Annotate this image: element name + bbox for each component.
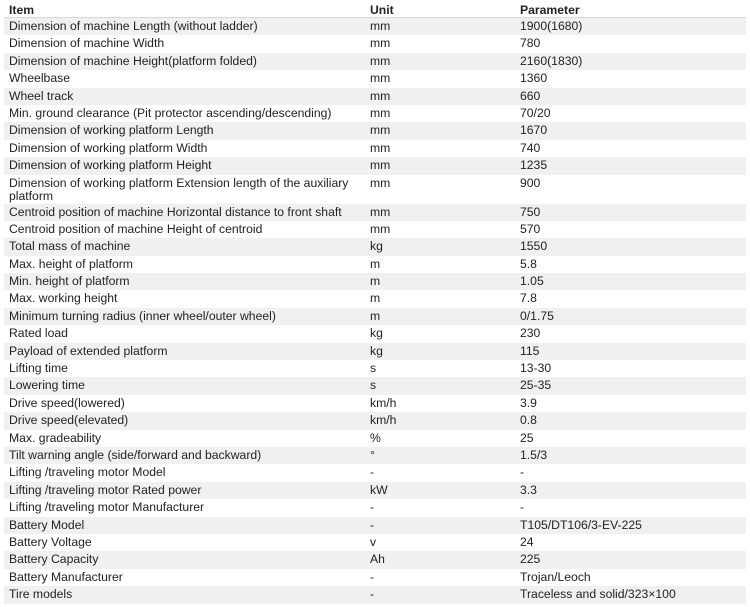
item-cell: Lifting /traveling motor Manufacturer — [4, 499, 365, 516]
table-row — [4, 157, 746, 174]
table-row — [4, 377, 746, 394]
item-cell: Min. height of platform — [4, 273, 365, 290]
header-unit: Unit — [365, 2, 515, 18]
unit-cell: v — [365, 534, 515, 551]
item-cell: Drive speed(lowered) — [4, 395, 365, 412]
unit-cell: mm — [365, 175, 515, 204]
unit-cell: mm — [365, 221, 515, 238]
table-row — [4, 88, 746, 105]
unit-cell: s — [365, 360, 515, 377]
unit-cell: mm — [365, 88, 515, 105]
item-cell: Tire models — [4, 586, 365, 603]
item-cell: Battery Capacity — [4, 551, 365, 568]
unit-cell: - — [365, 586, 515, 603]
item-cell: Tilt warning angle (side/forward and backward) — [4, 447, 365, 464]
parameter-cell: 0.8 — [515, 412, 746, 429]
table-row — [4, 140, 746, 157]
item-cell: Dimension of machine Height(platform folded) — [4, 53, 365, 70]
unit-cell: mm — [365, 157, 515, 174]
unit-cell: mm — [365, 18, 515, 36]
parameter-cell: 25 — [515, 430, 746, 447]
unit-cell: - — [365, 464, 515, 481]
parameter-cell: 24 — [515, 534, 746, 551]
parameter-cell: - — [515, 464, 746, 481]
table-row — [4, 290, 746, 307]
table-row — [4, 18, 746, 36]
item-cell: Payload of extended platform — [4, 343, 365, 360]
table-row — [4, 35, 746, 52]
item-cell: Battery Manufacturer — [4, 569, 365, 586]
table-row — [4, 221, 746, 238]
parameter-cell: Traceless and solid/323×100 — [515, 586, 746, 603]
item-cell: Wheelbase — [4, 70, 365, 87]
table-row — [4, 70, 746, 87]
unit-cell: m — [365, 290, 515, 307]
unit-cell: mm — [365, 35, 515, 52]
parameter-cell: 1235 — [515, 157, 746, 174]
parameter-cell: 115 — [515, 343, 746, 360]
header-item: Item — [4, 2, 365, 18]
table-row — [4, 343, 746, 360]
item-cell: Dimension of machine Width — [4, 35, 365, 52]
item-cell: Total mass of machine — [4, 238, 365, 255]
parameter-cell: 900 — [515, 175, 746, 204]
table-row — [4, 430, 746, 447]
item-cell: Drive speed(elevated) — [4, 412, 365, 429]
unit-cell: s — [365, 377, 515, 394]
table-body — [4, 18, 746, 604]
unit-cell: kg — [365, 238, 515, 255]
item-cell: Dimension of working platform Length — [4, 122, 365, 139]
parameter-cell: 660 — [515, 88, 746, 105]
unit-cell: - — [365, 499, 515, 516]
parameter-cell: 1670 — [515, 122, 746, 139]
parameter-cell: 1.05 — [515, 273, 746, 290]
parameter-cell: 1.5/3 — [515, 447, 746, 464]
unit-cell: Ah — [365, 551, 515, 568]
parameter-cell: 1900(1680) — [515, 18, 746, 36]
table-row — [4, 175, 746, 204]
parameter-cell: 230 — [515, 325, 746, 342]
item-cell: Lifting /traveling motor Model — [4, 464, 365, 481]
unit-cell: kg — [365, 343, 515, 360]
table-row — [4, 464, 746, 481]
specification-table — [4, 2, 746, 604]
parameter-cell: 225 — [515, 551, 746, 568]
table-row — [4, 308, 746, 325]
table-row — [4, 551, 746, 568]
parameter-cell: 7.8 — [515, 290, 746, 307]
parameter-cell: 740 — [515, 140, 746, 157]
item-cell: Wheel track — [4, 88, 365, 105]
unit-cell: kW — [365, 482, 515, 499]
unit-cell: m — [365, 256, 515, 273]
table-row — [4, 53, 746, 70]
item-cell: Dimension of working platform Extension length of the auxiliary platform — [4, 175, 365, 204]
item-cell: Minimum turning radius (inner wheel/outer wheel) — [4, 308, 365, 325]
table-row — [4, 105, 746, 122]
parameter-cell: 750 — [515, 204, 746, 221]
item-cell: Lifting time — [4, 360, 365, 377]
unit-cell: km/h — [365, 395, 515, 412]
table-row — [4, 569, 746, 586]
header-parameter: Parameter — [515, 2, 746, 18]
item-cell: Lifting /traveling motor Rated power — [4, 482, 365, 499]
parameter-cell: 780 — [515, 35, 746, 52]
parameter-cell: 1360 — [515, 70, 746, 87]
unit-cell: mm — [365, 105, 515, 122]
parameter-cell: 5.8 — [515, 256, 746, 273]
item-cell: Dimension of working platform Width — [4, 140, 365, 157]
unit-cell: km/h — [365, 412, 515, 429]
table-row — [4, 412, 746, 429]
table-row — [4, 499, 746, 516]
table-row — [4, 586, 746, 603]
unit-cell: mm — [365, 53, 515, 70]
parameter-cell: 1550 — [515, 238, 746, 255]
table-row — [4, 256, 746, 273]
unit-cell: - — [365, 569, 515, 586]
item-cell: Dimension of machine Length (without ladder) — [4, 18, 365, 36]
item-cell: Min. ground clearance (Pit protector ascending/descending) — [4, 105, 365, 122]
parameter-cell: 25-35 — [515, 377, 746, 394]
unit-cell: kg — [365, 325, 515, 342]
table-row — [4, 273, 746, 290]
parameter-cell: 13-30 — [515, 360, 746, 377]
unit-cell: % — [365, 430, 515, 447]
item-cell: Battery Model — [4, 517, 365, 534]
unit-cell: m — [365, 273, 515, 290]
table-row — [4, 122, 746, 139]
table-row — [4, 534, 746, 551]
parameter-cell: 2160(1830) — [515, 53, 746, 70]
table-row — [4, 395, 746, 412]
item-cell: Centroid position of machine Horizontal distance to front shaft — [4, 204, 365, 221]
item-cell: Rated load — [4, 325, 365, 342]
parameter-cell: 570 — [515, 221, 746, 238]
unit-cell: - — [365, 517, 515, 534]
item-cell: Battery Voltage — [4, 534, 365, 551]
table-row — [4, 447, 746, 464]
item-cell: Dimension of working platform Height — [4, 157, 365, 174]
item-cell: Max. height of platform — [4, 256, 365, 273]
table-row — [4, 517, 746, 534]
table-header-row — [4, 2, 746, 18]
table-row — [4, 325, 746, 342]
item-cell: Max. working height — [4, 290, 365, 307]
unit-cell: mm — [365, 140, 515, 157]
unit-cell: mm — [365, 70, 515, 87]
unit-cell: mm — [365, 122, 515, 139]
item-cell: Lowering time — [4, 377, 365, 394]
parameter-cell: 3.9 — [515, 395, 746, 412]
parameter-cell: 0/1.75 — [515, 308, 746, 325]
parameter-cell: T105/DT106/3-EV-225 — [515, 517, 746, 534]
table-row — [4, 482, 746, 499]
unit-cell: mm — [365, 204, 515, 221]
unit-cell: m — [365, 308, 515, 325]
table-row — [4, 204, 746, 221]
item-cell: Centroid position of machine Height of centroid — [4, 221, 365, 238]
table-row — [4, 360, 746, 377]
item-cell: Max. gradeability — [4, 430, 365, 447]
parameter-cell: 3.3 — [515, 482, 746, 499]
parameter-cell: Trojan/Leoch — [515, 569, 746, 586]
table-row — [4, 238, 746, 255]
unit-cell: ° — [365, 447, 515, 464]
parameter-cell: 70/20 — [515, 105, 746, 122]
parameter-cell: - — [515, 499, 746, 516]
